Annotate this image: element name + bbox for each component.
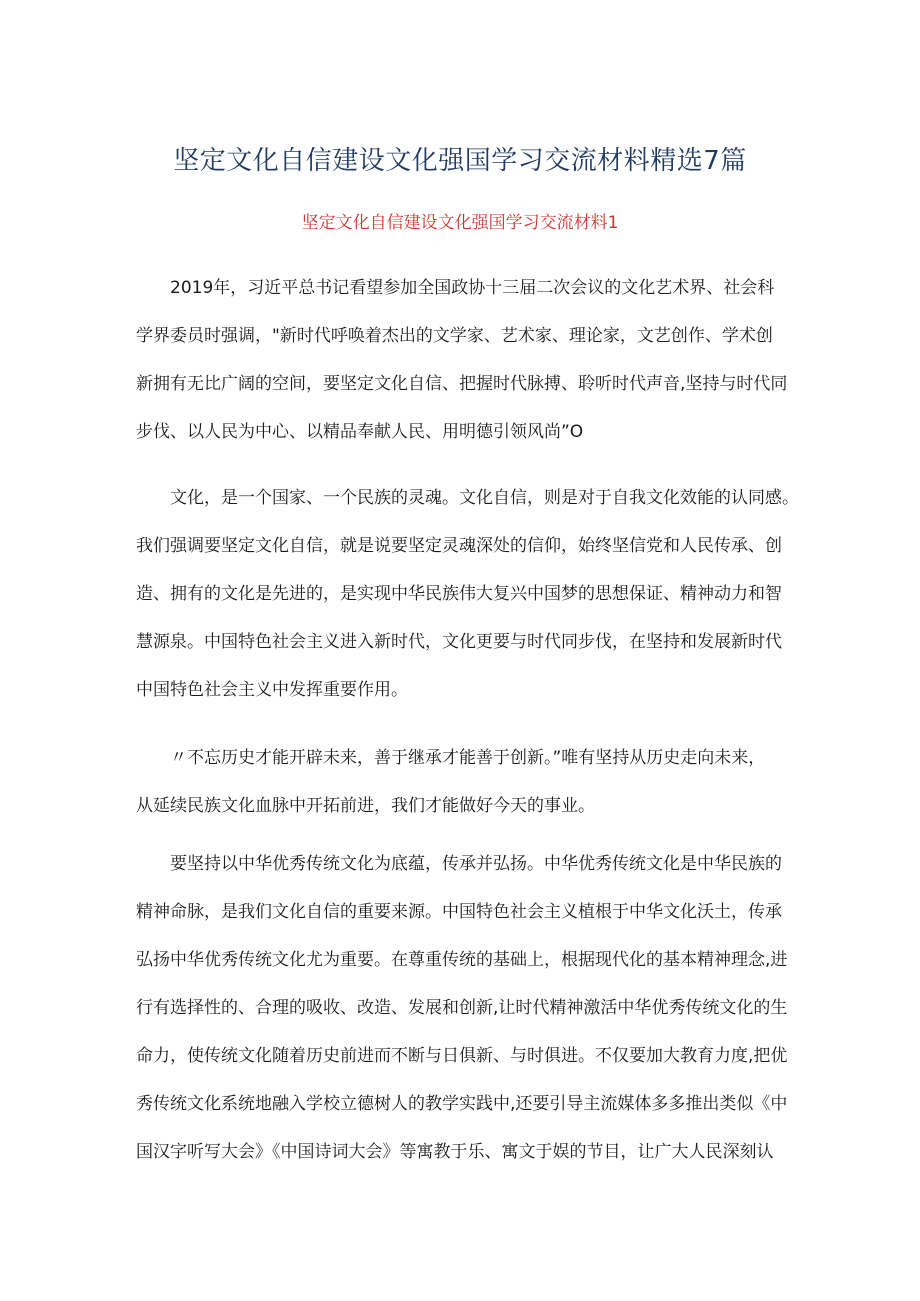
paragraph-line: 我们强调要坚定文化自信，就是说要坚定灵魂深处的信仰，始终坚信党和人民传承、创 <box>136 536 782 556</box>
paragraph-line: 弘扬中华优秀传统文化尤为重要。在尊重传统的基础上，根据现代化的基本精神理念,进 <box>136 950 788 970</box>
paragraph-line: 2019年，习近平总书记看望参加全国政协十三届二次会议的文化艺术界、社会科 <box>170 278 775 298</box>
document-title: 坚定文化自信建设文化强国学习交流材料精选7篇 <box>173 146 747 176</box>
paragraph-line: 从延续民族文化血脉中开拓前进，我们才能做好今天的事业。 <box>136 796 595 816</box>
paragraph-line: 慧源泉。中国特色社会主义进入新时代，文化更要与时代同步伐，在坚持和发展新时代 <box>136 632 782 652</box>
paragraph-line: 精神命脉，是我们文化自信的重要来源。中国特色社会主义植根于中华文化沃土，传承 <box>136 902 782 922</box>
section-subtitle: 坚定文化自信建设文化强国学习交流材料1 <box>301 213 619 233</box>
paragraph-line: 行有选择性的、合理的吸收、改造、发展和创新,让时代精神激活中华优秀传统文化的生 <box>136 998 788 1018</box>
paragraph-line: 命力，使传统文化随着历史前进而不断与日俱新、与时俱进。不仅要加大教育力度,把优 <box>136 1046 788 1066</box>
paragraph-line: 学界委员时强调，"新时代呼唤着杰出的文学家、艺术家、理论家，文艺创作、学术创 <box>136 326 773 346</box>
paragraph-line: 国汉字听写大会》《中国诗词大会》等寓教于乐、寓文于娱的节目，让广大人民深刻认 <box>136 1142 774 1162</box>
paragraph-2 <box>136 474 800 714</box>
paragraph-1 <box>136 264 800 456</box>
paragraph-line: 文化，是一个国家、一个民族的灵魂。文化自信，则是对于自我文化效能的认同感。 <box>170 488 799 508</box>
paragraph-4 <box>136 840 800 1176</box>
paragraph-line: 秀传统文化系统地融入学校立德树人的教学实践中,还要引导主流媒体多多推出类似《中 <box>136 1094 788 1114</box>
paragraph-line: 造、拥有的文化是先进的，是实现中华民族伟大复兴中国梦的思想保证、精神动力和智 <box>136 584 782 604</box>
paragraph-line: 中国特色社会主义中发挥重要作用。 <box>136 680 408 700</box>
paragraph-line: 步伐、以人民为中心、以精品奉献人民、用明德引领风尚”O <box>136 422 584 442</box>
paragraph-line: 新拥有无比广阔的空间，要坚定文化自信、把握时代脉搏、聆听时代声音,坚持与时代同 <box>136 374 788 394</box>
paragraph-line: 〃不忘历史才能开辟未来，善于继承才能善于创新。”唯有坚持从历史走向未来， <box>170 748 766 768</box>
paragraph-line: 要坚持以中华优秀传统文化为底蕴，传承并弘扬。中华优秀传统文化是中华民族的 <box>170 854 782 874</box>
paragraph-3 <box>136 734 800 830</box>
